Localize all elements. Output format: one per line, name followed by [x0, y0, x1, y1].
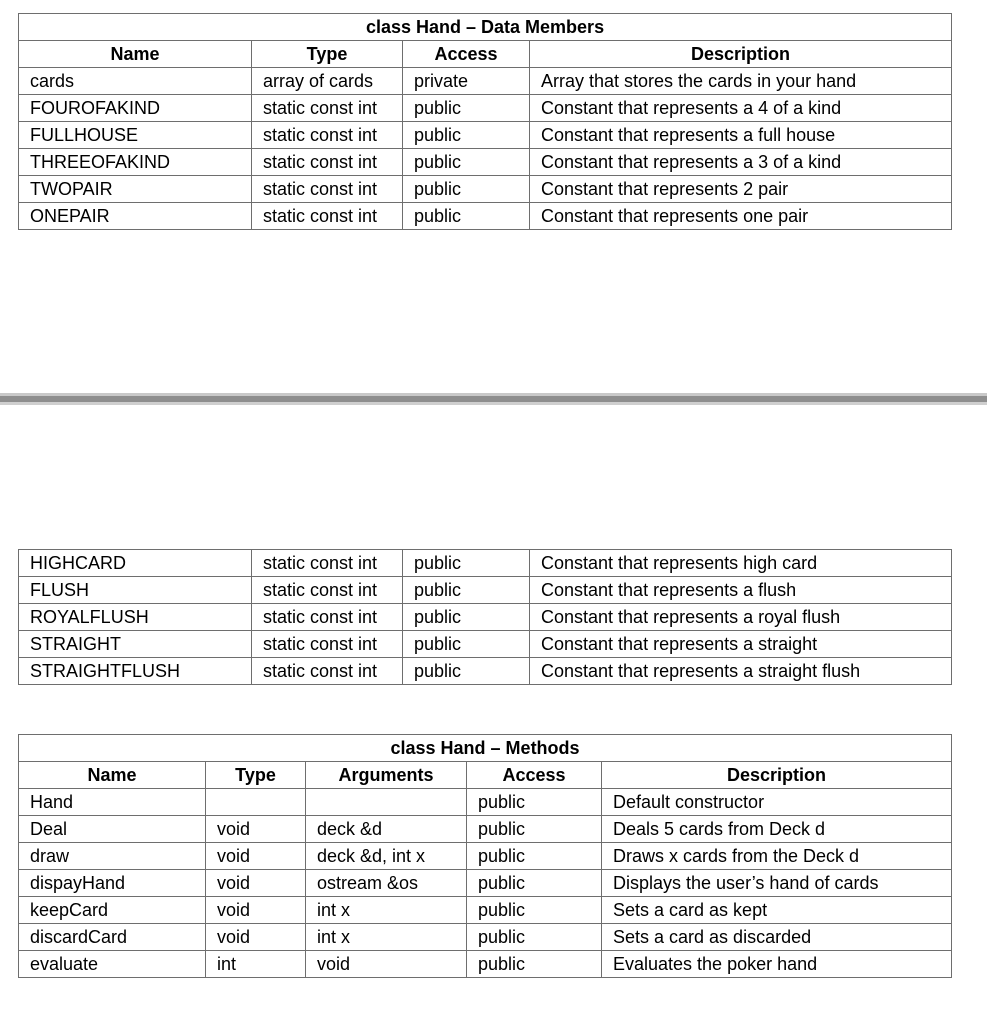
cell-arguments: deck &d	[306, 816, 467, 843]
data-members-continued-table	[18, 549, 952, 685]
cell-name: draw	[19, 843, 206, 870]
cell-name: keepCard	[19, 897, 206, 924]
cell-name: FLUSH	[19, 577, 252, 604]
page-break-divider	[0, 393, 987, 405]
cell-access: public	[403, 203, 530, 230]
cell-arguments	[306, 789, 467, 816]
column-header-description: Description	[530, 41, 952, 68]
table-row	[19, 95, 952, 122]
table-row	[19, 203, 952, 230]
cell-name: STRAIGHTFLUSH	[19, 658, 252, 685]
cell-description: Constant that represents a full house	[530, 122, 952, 149]
cell-type: void	[206, 816, 306, 843]
cell-type: static const int	[252, 149, 403, 176]
cell-name: Hand	[19, 789, 206, 816]
cell-type: static const int	[252, 95, 403, 122]
methods-body	[19, 789, 952, 978]
cell-access: public	[403, 149, 530, 176]
table-row	[19, 176, 952, 203]
cell-access: private	[403, 68, 530, 95]
table-row	[19, 816, 952, 843]
table-title-row	[19, 735, 952, 762]
cell-description: Sets a card as kept	[602, 897, 952, 924]
column-header-type: Type	[206, 762, 306, 789]
cell-access: public	[467, 843, 602, 870]
cell-type: static const int	[252, 631, 403, 658]
cell-type: static const int	[252, 550, 403, 577]
column-header-access: Access	[467, 762, 602, 789]
cell-description: Array that stores the cards in your hand	[530, 68, 952, 95]
column-header-arguments: Arguments	[306, 762, 467, 789]
table-row	[19, 924, 952, 951]
column-header-access: Access	[403, 41, 530, 68]
column-header-description: Description	[602, 762, 952, 789]
cell-access: public	[403, 604, 530, 631]
cell-name: evaluate	[19, 951, 206, 978]
cell-description: Displays the user’s hand of cards	[602, 870, 952, 897]
cell-access: public	[467, 897, 602, 924]
cell-access: public	[403, 550, 530, 577]
table-row	[19, 577, 952, 604]
cell-arguments: int x	[306, 897, 467, 924]
table-row	[19, 951, 952, 978]
cell-type: void	[206, 843, 306, 870]
cell-name: discardCard	[19, 924, 206, 951]
cell-access: public	[467, 789, 602, 816]
methods-title: class Hand – Methods	[19, 735, 952, 762]
cell-access: public	[467, 816, 602, 843]
cell-description: Evaluates the poker hand	[602, 951, 952, 978]
data-members-title: class Hand – Data Members	[19, 14, 952, 41]
cell-description: Constant that represents high card	[530, 550, 952, 577]
column-header-name: Name	[19, 762, 206, 789]
cell-type: static const int	[252, 122, 403, 149]
cell-description: Constant that represents a straight flush	[530, 658, 952, 685]
cell-type	[206, 789, 306, 816]
cell-name: HIGHCARD	[19, 550, 252, 577]
table-row	[19, 122, 952, 149]
table-row	[19, 631, 952, 658]
cell-access: public	[403, 631, 530, 658]
cell-access: public	[403, 577, 530, 604]
cell-description: Deals 5 cards from Deck d	[602, 816, 952, 843]
cell-description: Constant that represents a straight	[530, 631, 952, 658]
cell-name: FOUROFAKIND	[19, 95, 252, 122]
table-row	[19, 68, 952, 95]
table-row	[19, 149, 952, 176]
table-row	[19, 897, 952, 924]
table-header-row	[19, 762, 952, 789]
cell-access: public	[403, 176, 530, 203]
table-header-row	[19, 41, 952, 68]
cell-access: public	[467, 870, 602, 897]
column-header-type: Type	[252, 41, 403, 68]
cell-name: THREEOFAKIND	[19, 149, 252, 176]
table-row	[19, 658, 952, 685]
cell-type: static const int	[252, 203, 403, 230]
cell-type: void	[206, 870, 306, 897]
data-members-body	[19, 68, 952, 230]
cell-description: Constant that represents a royal flush	[530, 604, 952, 631]
cell-type: static const int	[252, 176, 403, 203]
cell-name: dispayHand	[19, 870, 206, 897]
cell-access: public	[467, 924, 602, 951]
cell-name: FULLHOUSE	[19, 122, 252, 149]
cell-arguments: deck &d, int x	[306, 843, 467, 870]
cell-name: ROYALFLUSH	[19, 604, 252, 631]
cell-type: static const int	[252, 604, 403, 631]
cell-description: Constant that represents a 3 of a kind	[530, 149, 952, 176]
cell-name: ONEPAIR	[19, 203, 252, 230]
cell-description: Sets a card as discarded	[602, 924, 952, 951]
cell-access: public	[403, 122, 530, 149]
table-title-row	[19, 14, 952, 41]
cell-type: static const int	[252, 577, 403, 604]
table-row	[19, 550, 952, 577]
cell-access: public	[403, 95, 530, 122]
cell-description: Constant that represents a 4 of a kind	[530, 95, 952, 122]
cell-access: public	[467, 951, 602, 978]
cell-description: Default constructor	[602, 789, 952, 816]
cell-name: Deal	[19, 816, 206, 843]
cell-type: void	[206, 924, 306, 951]
cell-description: Draws x cards from the Deck d	[602, 843, 952, 870]
table-row	[19, 870, 952, 897]
data-members-table	[18, 13, 952, 230]
cell-arguments: void	[306, 951, 467, 978]
cell-type: static const int	[252, 658, 403, 685]
cell-type: int	[206, 951, 306, 978]
cell-access: public	[403, 658, 530, 685]
cell-name: TWOPAIR	[19, 176, 252, 203]
table-row	[19, 789, 952, 816]
data-members-continued-body	[19, 550, 952, 685]
cell-arguments: ostream &os	[306, 870, 467, 897]
methods-table	[18, 734, 952, 978]
cell-type: array of cards	[252, 68, 403, 95]
cell-type: void	[206, 897, 306, 924]
table-row	[19, 843, 952, 870]
cell-description: Constant that represents 2 pair	[530, 176, 952, 203]
cell-description: Constant that represents one pair	[530, 203, 952, 230]
cell-name: STRAIGHT	[19, 631, 252, 658]
column-header-name: Name	[19, 41, 252, 68]
cell-arguments: int x	[306, 924, 467, 951]
cell-name: cards	[19, 68, 252, 95]
table-row	[19, 604, 952, 631]
cell-description: Constant that represents a flush	[530, 577, 952, 604]
